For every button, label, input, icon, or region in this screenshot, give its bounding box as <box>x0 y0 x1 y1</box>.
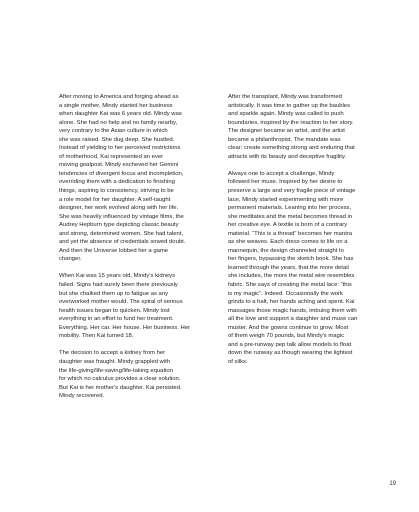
text-line: her creative eye. A textile is born of a contrary <box>228 222 348 229</box>
text-line: changer. <box>59 256 82 263</box>
text-line: is my magic”. Indeed. Occasionally the work <box>228 290 343 297</box>
text-line: as she weaves. Each dress comes to life on a <box>228 239 348 246</box>
text-line: she meditates and the metal becomes thread in <box>228 213 353 220</box>
text-line: failed. Signs had surely been there previously <box>59 282 178 289</box>
page-number: 19 <box>389 481 396 487</box>
text-line: material. “This is a thread” becomes her mantra <box>228 230 353 237</box>
text-line: she was raised. She dug deep. She hustled. <box>59 136 175 143</box>
text-line: And then the Universe lobbed her a game <box>59 247 169 254</box>
text-line: Everything. Her car. Her house. Her business. Her <box>59 324 190 331</box>
text-line: of them weigh 70 pounds, but Mindy's magic <box>228 333 345 340</box>
text-line: and strong, determined women. She had talent, <box>59 230 184 237</box>
text-line: overriding them with a dedication to finishing <box>59 179 175 186</box>
paragraph <box>59 349 223 400</box>
text-line: But Kai is her mother's daughter. Kai persisted. <box>59 384 182 391</box>
right-text-column <box>228 93 392 375</box>
text-line: grinds to a halt, her hands aching and spent. Kai <box>228 299 355 306</box>
paragraph <box>228 93 392 161</box>
text-line: muster. And the gowns continue to grow. Most <box>228 324 349 331</box>
text-line: moving goalpost. Mindy escheved her Gemini <box>59 162 179 169</box>
text-line: but she chalked them up to fatigue as any <box>59 290 169 297</box>
text-line: a single mother, Mindy started her business <box>59 102 173 109</box>
text-line: of silks. <box>228 358 248 365</box>
text-line: clear: create something strong and enduring that <box>228 145 355 152</box>
text-line: of motherhood, Kai represented an ever <box>59 153 164 160</box>
text-line: The decision to accept a kidney from her <box>59 350 166 357</box>
text-line: tendencies of divergent focus and incompletion, <box>59 170 184 177</box>
text-line: attracts with its beauty and deceptive fragility. <box>228 153 347 160</box>
text-line: and sparkle again. Mindy was called to push <box>228 111 344 118</box>
text-line: for which no calculus provides a clear solution. <box>59 376 181 383</box>
text-line: permanent materials. Leaning into her process, <box>228 205 352 212</box>
text-line: She was heavily influenced by vintage films, the <box>59 213 184 220</box>
paragraph <box>59 272 223 340</box>
text-line: became a philanthropist. The mandate was <box>228 136 341 143</box>
text-line: everything in an effort to fund her treatment. <box>59 316 174 323</box>
text-line: things, aspiring to consistency, striving to be <box>59 188 174 195</box>
left-text-column <box>59 93 223 409</box>
text-line: a role model for her daughter. A self-taught <box>59 196 171 203</box>
text-line: massages those magic hands, imbuing them with <box>228 307 357 314</box>
text-line: she includes, the more the metal wire resembles <box>228 273 355 280</box>
text-line: followed her muse. Inspired by her desire to <box>228 179 343 186</box>
text-line: overworked mother would. The spiral of serious <box>59 299 183 306</box>
text-line: her fingers, bypassing the sketch book. She has <box>228 256 354 263</box>
text-line: down the runway as though wearing the lightest <box>228 350 353 357</box>
text-line: Mindy recovered. <box>59 393 105 400</box>
text-line: preserve a large and very fragile piece of vintage <box>228 188 356 195</box>
text-line: very contrary to the Asian culture in which <box>59 128 168 135</box>
text-line: Audrey Hepburn type depicting classic beauty <box>59 222 179 229</box>
text-line: After moving to America and forging ahead as <box>59 94 179 100</box>
text-line: fabric. She says of creating the metal lace: “this <box>228 282 352 289</box>
text-line: and a pre-runway pep talk allow models to float <box>228 341 352 348</box>
text-line: and yet the absence of credentials sowed doubt. <box>59 239 186 246</box>
paragraph <box>59 93 223 264</box>
text-line: boundaries, inspired by the reaction to her story. <box>228 119 354 126</box>
text-line: The designer became an artist, and the artist <box>228 128 345 135</box>
text-line: artistically. It was time to gather up the baubles <box>228 102 351 109</box>
text-line: all the love and support a daughter and muse can <box>228 316 358 323</box>
text-line: Instead of yielding to her perceived restrictions <box>59 145 181 152</box>
text-line: mobility. Then Kai turned 18. <box>59 333 134 340</box>
paragraph <box>228 170 392 367</box>
text-line: learned through the years, that the more detail <box>228 264 349 271</box>
text-line: When Kai was 15 years old, Mindy's kidneys <box>59 273 176 280</box>
text-line: designer, her work evolved along with her life. <box>59 205 179 212</box>
text-line: alone. She had no help and no family nearby, <box>59 119 178 126</box>
text-line: mannequin, the design channeled straight to <box>228 247 344 254</box>
text-line: Always one to accept a challenge, Mindy <box>228 170 335 177</box>
text-line: the life-giving/life-saving/life-taking equation <box>59 367 173 374</box>
text-line: daughter was fraught. Mindy grappled with <box>59 358 171 365</box>
text-line: After the transplant, Mindy was transformed <box>228 94 342 100</box>
text-line: lace, Mindy started experimenting with more <box>228 196 344 203</box>
text-line: health issues began to quicken. Mindy lost <box>59 307 170 314</box>
text-line: when daughter Kai was 6 years old. Mindy was <box>59 111 182 118</box>
